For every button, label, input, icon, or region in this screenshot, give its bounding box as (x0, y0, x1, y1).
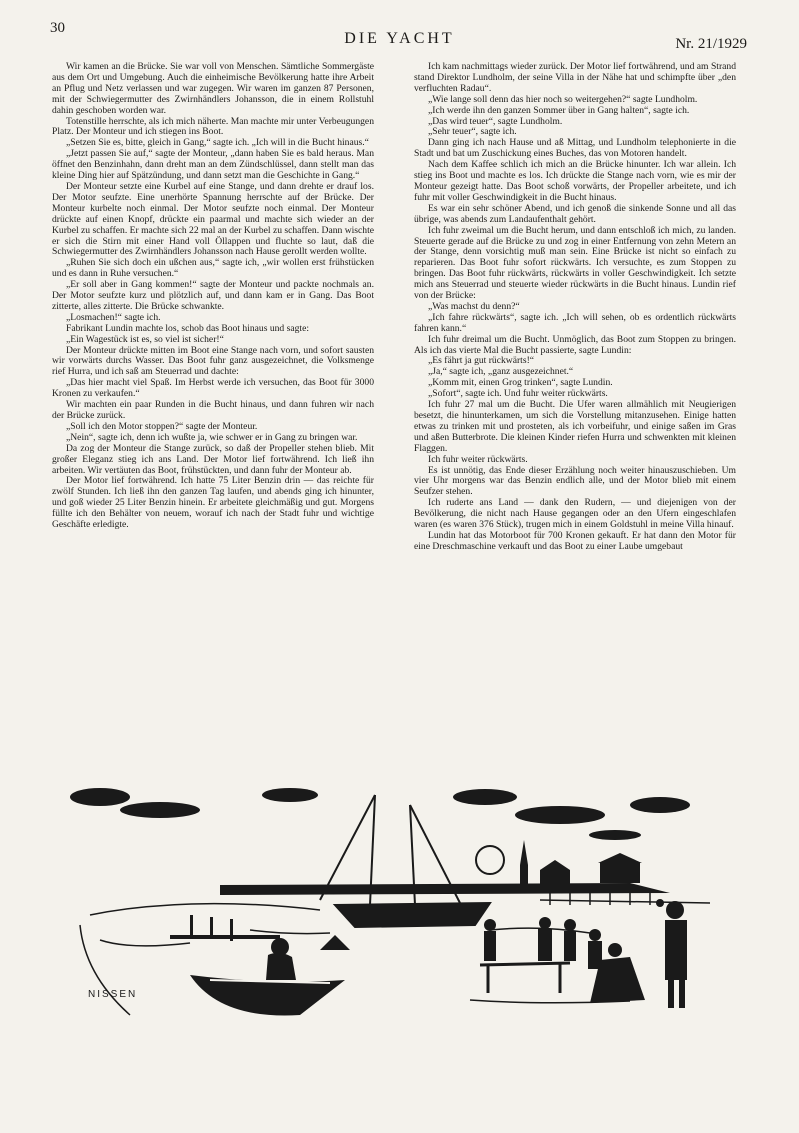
left-text-column (52, 62, 374, 531)
sailboat (320, 795, 490, 927)
paragraph: „Losmachen!“ sagte ich. (66, 311, 161, 323)
crowd-figures (484, 899, 687, 1008)
paragraph: „Das wird teuer“, sagte Lundholm. (428, 115, 563, 127)
motorboat (190, 935, 350, 1016)
paragraph: „Komm mit, einen Grog trinken“, sagte Lundin. (428, 377, 613, 389)
paragraph: „Jetzt passen Sie auf,“ sagte der Monteur, „dann haben Sie es bald heraus. Man öffnet den Benzinhahn, dann dreht man an dem Zündschlüssel, dann stellt man das kleine Ding hier auf Spätzündung, und dann setzt man die Geschichte in Gang.“ (52, 148, 374, 182)
paragraph: „Was machst du denn?“ (428, 300, 520, 312)
fence (540, 893, 710, 905)
paragraph: Ich fuhr weiter rückwärts. (428, 453, 528, 465)
water-strokes (80, 904, 590, 1015)
paragraph: „Wie lange soll denn das hier noch so weitergehen?“ sagte Lundholm. (428, 93, 698, 105)
paragraph: „Ein Wagestück ist es, so viel ist sicher!“ (66, 333, 224, 345)
paragraph: Lundin hat das Motorboot für 700 Kronen gekauft. Er hat dann den Motor für eine Dreschmaschine verkauft und das Boot zu einer Laube umgebaut (414, 529, 736, 552)
paragraph: „Sofort“, sagte ich. Und fuhr weiter rückwärts. (428, 388, 608, 400)
artist-signature: NISSEN (88, 989, 138, 1000)
clouds (70, 788, 690, 840)
town-buildings (520, 840, 642, 885)
paragraph: Totenstille herrschte, als ich mich näherte. Man machte mir unter Verbeugungen Platz. Der Monteur und ich stiegen ins Boot. (52, 115, 374, 138)
issue-number: Nr. 21/1929 (675, 36, 747, 52)
paragraph: Ich kam nachmittags wieder zurück. Der Motor lief fortwährend, und am Strand stand Direktor Lundholm, der seine Villa in der Nähe hat und schimpfte über „den verfluchten Radau“. (414, 61, 736, 94)
page-number: 30 (50, 20, 65, 36)
paragraph: Es ist unnötig, das Ende dieser Erzählung noch weiter hinauszuschieben. Um vier Uhr morgens war das Benzin endlich alle, und der Motor blieb mit einem Seufzer stehen. (414, 464, 736, 498)
paragraph: Der Monteur drückte mitten im Boot eine Stange nach vorn, und sofort sausten wir vorwärts durchs Wasser. Das Boot fuhr ganz ausgezeichnet, die Volksmenge rief Hurra, und ich saß am Steuerrad und dachte: (52, 344, 374, 378)
paragraph: „Sehr teuer“, sagte ich. (428, 126, 517, 138)
paragraph: „Setzen Sie es, bitte, gleich in Gang,“ sagte ich. „Ich will in die Bucht hinaus.“ (66, 137, 369, 149)
paragraph: „Ich fahre rückwärts“, sagte ich. „Ich will sehen, ob es ordentlich rückwärts fahren kann.“ (414, 311, 736, 334)
paragraph: „Nein“, sagte ich, denn ich wußte ja, wie schwer er in Gang zu bringen war. (66, 431, 358, 443)
paragraph: Wir kamen an die Brücke. Sie war voll von Menschen. Sämtliche Sommergäste aus dem Ort und Umgebung. Auch die einheimische Bevölkerung hatte ihre Arbeit an Pflug und Netz verlassen und war zugegen. Wir waren im ganzen 87 Personen, mit der Schwiegermutter des Zwirnhändlers Johansson, die in einem Rollstuhl dahin geschoben worden war. (52, 61, 374, 116)
paragraph: Ich fuhr dreimal um die Bucht. Unmöglich, das Boot zum Stoppen zu bringen. Als ich das vierte Mal die Bucht passierte, sagte Lundin: (414, 333, 736, 356)
paragraph: Es war ein sehr schöner Abend, und ich genoß die sinkende Sonne und all das übrige, was abends zum Landaufenthalt gehört. (414, 202, 736, 225)
paragraph: Fabrikant Lundin machte los, schob das Boot hinaus und sagte: (66, 322, 310, 334)
paragraph: Ich fuhr 27 mal um die Bucht. Die Ufer waren allmählich mit Neugierigen besetzt, die hinunterkamen, um sich die Vorstellung mitanzusehen. Einige hatten etwas zu trinken mit und prosteten, als ich vorbeifuhr, und einige saßen im Gras und aßen Butterbrote. Die kleinen Kinder riefen Hurra und schwenkten mit kleinen Flaggen. (414, 399, 736, 454)
paragraph: Der Motor lief fortwährend. Ich hatte 75 Liter Benzin drin — das reichte für zwölf Stunden. Ich ließ ihn den ganzen Tag laufen, und abends ging ich hinunter, und goß wieder 25 Liter Benzin hinein. Er arbeitete gleichmäßig und gut. Morgens füllte ich den Behälter von neuem, worauf ich nach der Stadt fuhr und wichtige Geschäfte erledigte. (52, 475, 374, 531)
right-text-column (414, 62, 736, 553)
sun (476, 846, 504, 874)
magazine-title: DIE YACHT (344, 30, 455, 47)
jetty (170, 915, 280, 941)
harbor-illustration (70, 775, 730, 1040)
paragraph: „Er soll aber in Gang kommen!“ sagte der Monteur und packte nochmals an. Der Motor seufzte kurz und plötzlich auf, und dann kam er in Gang. Das Boot zitterte, alles zitterte. Die Brücke schwankte. (52, 279, 374, 312)
paragraph: „Es fährt ja gut rückwärts!“ (428, 355, 535, 367)
paragraph: Ich ruderte ans Land — dank den Rudern, — und diejenigen von der Bevölkerung, die nicht nach Hause gegangen oder an den Ufern eingeschlafen waren (es waren 376 Stück), trugen mich in einem Goldstuhl in meine Villa hinauf. (414, 497, 736, 531)
paragraph: „Ja,“ sagte ich, „ganz ausgezeichnet.“ (428, 366, 574, 378)
paragraph: „Soll ich den Motor stoppen?“ sagte der Monteur. (66, 420, 258, 432)
paragraph: „Ich werde ihn den ganzen Sommer über in Gang halten“, sagte ich. (428, 104, 690, 116)
paragraph: „Das hier macht viel Spaß. Im Herbst werde ich versuchen, das Boot für 3000 Kronen zu verkaufen.“ (52, 377, 374, 400)
paragraph: Da zog der Monteur die Stange zurück, so daß der Propeller stehen blieb. Mit großer Eleganz stieg ich ans Land. Der Motor lief fortwährend. Ich ließ ihn arbeiten. Wir vertäuten das Boot, frühstückten, und dann fuhr der Monteur ab. (52, 442, 374, 476)
paragraph: „Ruhen Sie sich doch ein ußchen aus,“ sagte ich, „wir wollen erst frühstücken und es dann in Ruhe versuchen.“ (52, 257, 374, 280)
far-shore (220, 883, 670, 895)
paragraph: Der Monteur setzte eine Kurbel auf eine Stange, und dann drehte er drauf los. Der Motor seufzte. Eine unerhörte Spannung herrschte auf der Brücke. Der Monteur kurbelte noch einmal. Der Motor seufzte noch einmal. Der Monteur drückte auf einen Knopf, drückte ein paarmal und machte sich wieder an der Kurbel zu schaffen. Er machte sich 22 mal an der Kurbel zu schaffen. Dann wischte er sich die Stirn mit einer Hand voll Öllappen und fluchte so laut, daß die Schwiegermutter des Zwirnhändlers Johansson nach Hause gerollt werden wollte. (52, 180, 374, 258)
paragraph: Wir machten ein paar Runden in die Bucht hinaus, und dann fuhren wir nach der Brücke zurück. (52, 399, 374, 421)
paragraph: Nach dem Kaffee schlich ich mich an die Brücke hinunter. Ich war allein. Ich stieg ins Boot und machte es los. Ich drückte die Stange nach vorn, wie es mir der Monteur gezeigt hatte. Das Boot schoß vorwärts, der Propeller arbeitete, und ich fuhr mit voller Geschwindigkeit in die Bucht hinaus. (414, 159, 736, 203)
paragraph: Dann ging ich nach Hause und aß Mittag, und Lundholm telephonierte in die Stadt und bat um Zuschickung eines Buches, das von Motoren handelt. (414, 137, 736, 160)
bench (480, 963, 570, 993)
paragraph: Ich fuhr zweimal um die Bucht herum, und dann entschloß ich mich, zu landen. Steuerte gerade auf die Brücke zu und zog in einer Entfernung von zehn Metern an der Stange, denn vorsichtig muß man sein. Eine Brücke ist nicht so einfach zu reparieren. Das Boot fuhr sofort rückwärts. Ich versuchte, es zum Stoppen zu bringen. Das Boot fuhr rückwärts, rückwärts in voller Geschwindigkeit. Ich setzte mich ans Steuerrad und steuerte wieder rückwärts in die Bucht hinaus. Lundin rief von der Brücke: (414, 224, 736, 302)
